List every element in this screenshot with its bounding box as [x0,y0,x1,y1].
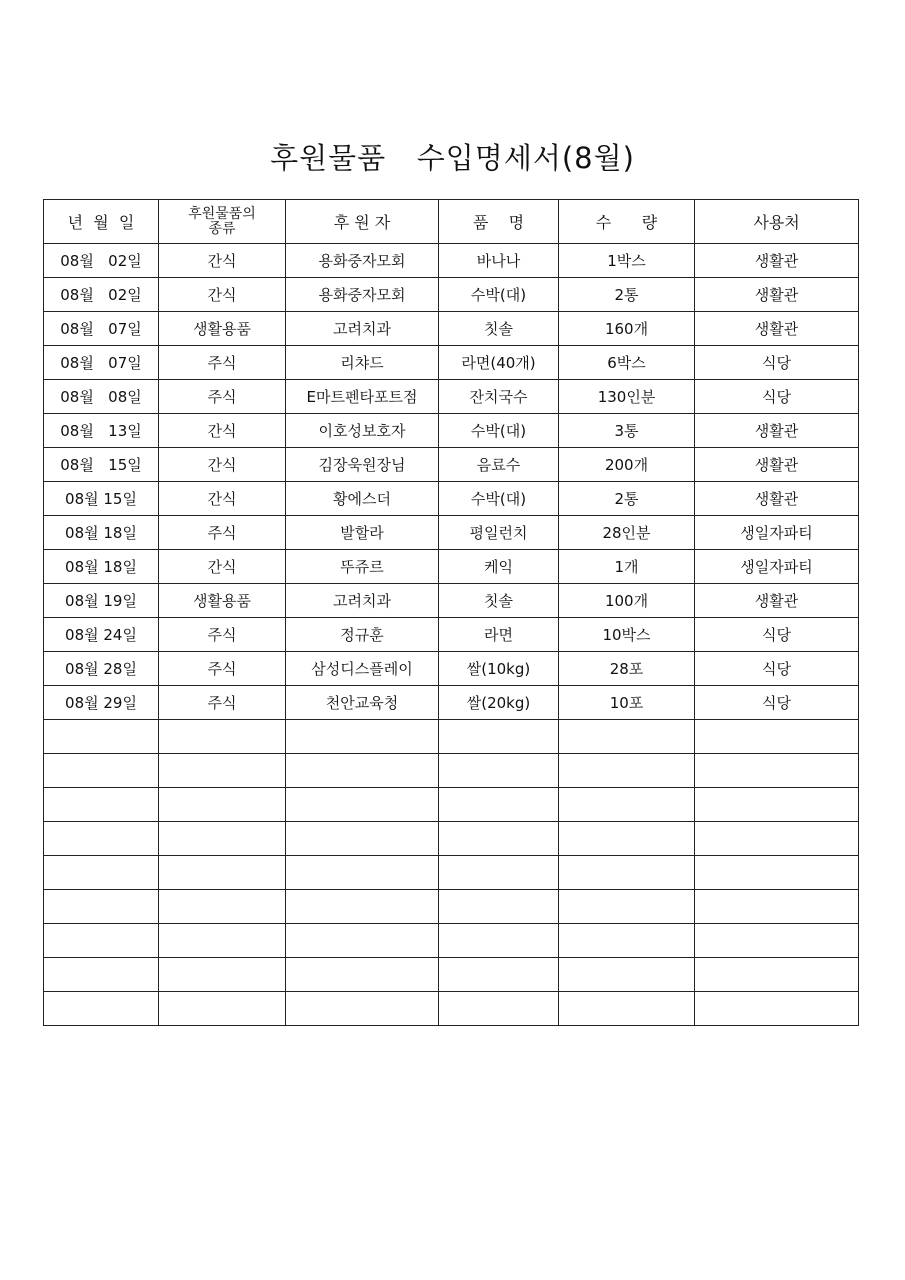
empty-cell [439,924,559,958]
empty-cell [44,924,159,958]
cell-usage: 생일자파티 [695,550,859,584]
empty-cell [286,754,439,788]
empty-cell [286,720,439,754]
cell-item: 쌀(20kg) [439,686,559,720]
table-row [44,414,859,448]
empty-cell [286,788,439,822]
empty-cell [286,992,439,1026]
empty-cell [559,788,695,822]
empty-cell [559,720,695,754]
table-body [44,244,859,1026]
empty-cell [559,890,695,924]
header-item: 품 명 [439,200,559,244]
empty-cell [559,958,695,992]
cell-item: 라면 [439,618,559,652]
cell-donor: 이호성보호자 [286,414,439,448]
cell-donor: 리챠드 [286,346,439,380]
empty-table-row [44,856,859,890]
empty-cell [286,958,439,992]
table-row [44,686,859,720]
empty-cell [286,822,439,856]
cell-date: 08월 02일 [44,244,159,278]
donation-table [43,199,859,1026]
table-row [44,346,859,380]
table-row [44,652,859,686]
empty-cell [559,924,695,958]
cell-category: 간식 [159,278,286,312]
cell-quantity: 160개 [559,312,695,346]
table-row [44,244,859,278]
cell-item: 케익 [439,550,559,584]
cell-date: 08월 08일 [44,380,159,414]
cell-usage: 생활관 [695,244,859,278]
empty-cell [44,754,159,788]
cell-category: 주식 [159,652,286,686]
cell-date: 08월 15일 [44,482,159,516]
cell-item: 평일런치 [439,516,559,550]
cell-date: 08월 02일 [44,278,159,312]
cell-quantity: 10박스 [559,618,695,652]
cell-date: 08월 29일 [44,686,159,720]
empty-cell [439,788,559,822]
empty-cell [286,856,439,890]
cell-usage: 식당 [695,346,859,380]
cell-date: 08월 18일 [44,516,159,550]
empty-cell [695,890,859,924]
empty-cell [44,992,159,1026]
empty-cell [559,856,695,890]
cell-category: 주식 [159,346,286,380]
cell-donor: 용화중자모회 [286,244,439,278]
cell-usage: 생활관 [695,312,859,346]
cell-usage: 생활관 [695,482,859,516]
empty-cell [44,788,159,822]
empty-cell [44,822,159,856]
empty-table-row [44,958,859,992]
cell-item: 음료수 [439,448,559,482]
empty-cell [44,890,159,924]
empty-cell [439,754,559,788]
cell-item: 수박(대) [439,414,559,448]
empty-cell [559,754,695,788]
empty-cell [159,822,286,856]
cell-category: 간식 [159,550,286,584]
cell-quantity: 130인분 [559,380,695,414]
cell-quantity: 100개 [559,584,695,618]
empty-table-row [44,754,859,788]
cell-quantity: 10포 [559,686,695,720]
empty-cell [559,822,695,856]
cell-category: 간식 [159,448,286,482]
cell-item: 쌀(10kg) [439,652,559,686]
cell-usage: 식당 [695,686,859,720]
cell-date: 08월 24일 [44,618,159,652]
empty-cell [695,754,859,788]
empty-cell [695,856,859,890]
header-category [159,200,286,244]
empty-cell [286,924,439,958]
empty-cell [159,958,286,992]
cell-category: 간식 [159,482,286,516]
cell-category: 생활용품 [159,584,286,618]
cell-usage: 생활관 [695,584,859,618]
cell-donor: 정규훈 [286,618,439,652]
cell-donor: 뚜쥬르 [286,550,439,584]
cell-donor: 삼성디스플레이 [286,652,439,686]
empty-table-row [44,822,859,856]
cell-item: 라면(40개) [439,346,559,380]
cell-date: 08월 07일 [44,312,159,346]
cell-date: 08월 28일 [44,652,159,686]
cell-date: 08월 07일 [44,346,159,380]
cell-category: 주식 [159,516,286,550]
empty-cell [286,890,439,924]
table-row [44,448,859,482]
empty-cell [44,856,159,890]
cell-donor: 천안교육청 [286,686,439,720]
cell-category: 간식 [159,244,286,278]
empty-cell [159,720,286,754]
empty-cell [439,720,559,754]
empty-cell [439,992,559,1026]
cell-item: 수박(대) [439,482,559,516]
header-date: 년 월 일 [44,200,159,244]
cell-category: 생활용품 [159,312,286,346]
cell-usage: 식당 [695,652,859,686]
cell-item: 수박(대) [439,278,559,312]
cell-donor: 발할라 [286,516,439,550]
cell-usage: 생활관 [695,278,859,312]
table-row [44,584,859,618]
table-row [44,482,859,516]
cell-quantity: 2통 [559,482,695,516]
table-row [44,278,859,312]
cell-donor: 고려치과 [286,584,439,618]
empty-cell [44,720,159,754]
cell-category: 간식 [159,414,286,448]
cell-usage: 생활관 [695,448,859,482]
table-row [44,618,859,652]
page-title: 후원물품 수입명세서(8월) [270,141,635,175]
header-category-line2: 종류 [208,220,236,237]
empty-cell [159,788,286,822]
cell-item: 칫솔 [439,584,559,618]
cell-donor: 김장욱원장님 [286,448,439,482]
cell-category: 주식 [159,686,286,720]
cell-quantity: 1개 [559,550,695,584]
empty-cell [159,924,286,958]
cell-item: 바나나 [439,244,559,278]
empty-cell [159,856,286,890]
header-quantity: 수 량 [559,200,695,244]
empty-table-row [44,924,859,958]
empty-table-row [44,890,859,924]
cell-date: 08월 18일 [44,550,159,584]
cell-usage: 생활관 [695,414,859,448]
empty-cell [695,958,859,992]
cell-quantity: 28포 [559,652,695,686]
cell-usage: 식당 [695,618,859,652]
empty-table-row [44,788,859,822]
header-usage: 사용처 [695,200,859,244]
empty-cell [695,924,859,958]
table-header [44,200,859,244]
table-row [44,550,859,584]
cell-date: 08월 15일 [44,448,159,482]
header-category-line1: 후원물품의 [188,205,256,222]
cell-usage: 생일자파티 [695,516,859,550]
cell-donor: 황에스더 [286,482,439,516]
empty-cell [695,788,859,822]
empty-cell [695,720,859,754]
cell-quantity: 2통 [559,278,695,312]
cell-category: 주식 [159,618,286,652]
empty-cell [695,992,859,1026]
cell-quantity: 200개 [559,448,695,482]
empty-cell [159,992,286,1026]
cell-donor: 고려치과 [286,312,439,346]
empty-cell [559,992,695,1026]
empty-table-row [44,992,859,1026]
cell-quantity: 1박스 [559,244,695,278]
empty-cell [44,958,159,992]
empty-cell [159,890,286,924]
cell-usage: 식당 [695,380,859,414]
empty-table-row [44,720,859,754]
empty-cell [439,958,559,992]
empty-cell [159,754,286,788]
empty-cell [439,890,559,924]
cell-donor: 용화중자모회 [286,278,439,312]
empty-cell [695,822,859,856]
header-donor: 후 원 자 [286,200,439,244]
cell-date: 08월 19일 [44,584,159,618]
table-row [44,312,859,346]
cell-quantity: 3통 [559,414,695,448]
table-row [44,516,859,550]
empty-cell [439,822,559,856]
cell-item: 칫솔 [439,312,559,346]
header-row [44,200,859,244]
cell-category: 주식 [159,380,286,414]
cell-date: 08월 13일 [44,414,159,448]
cell-quantity: 28인분 [559,516,695,550]
empty-cell [439,856,559,890]
cell-donor: E마트펜타포트점 [286,380,439,414]
cell-quantity: 6박스 [559,346,695,380]
table-row [44,380,859,414]
cell-item: 잔치국수 [439,380,559,414]
